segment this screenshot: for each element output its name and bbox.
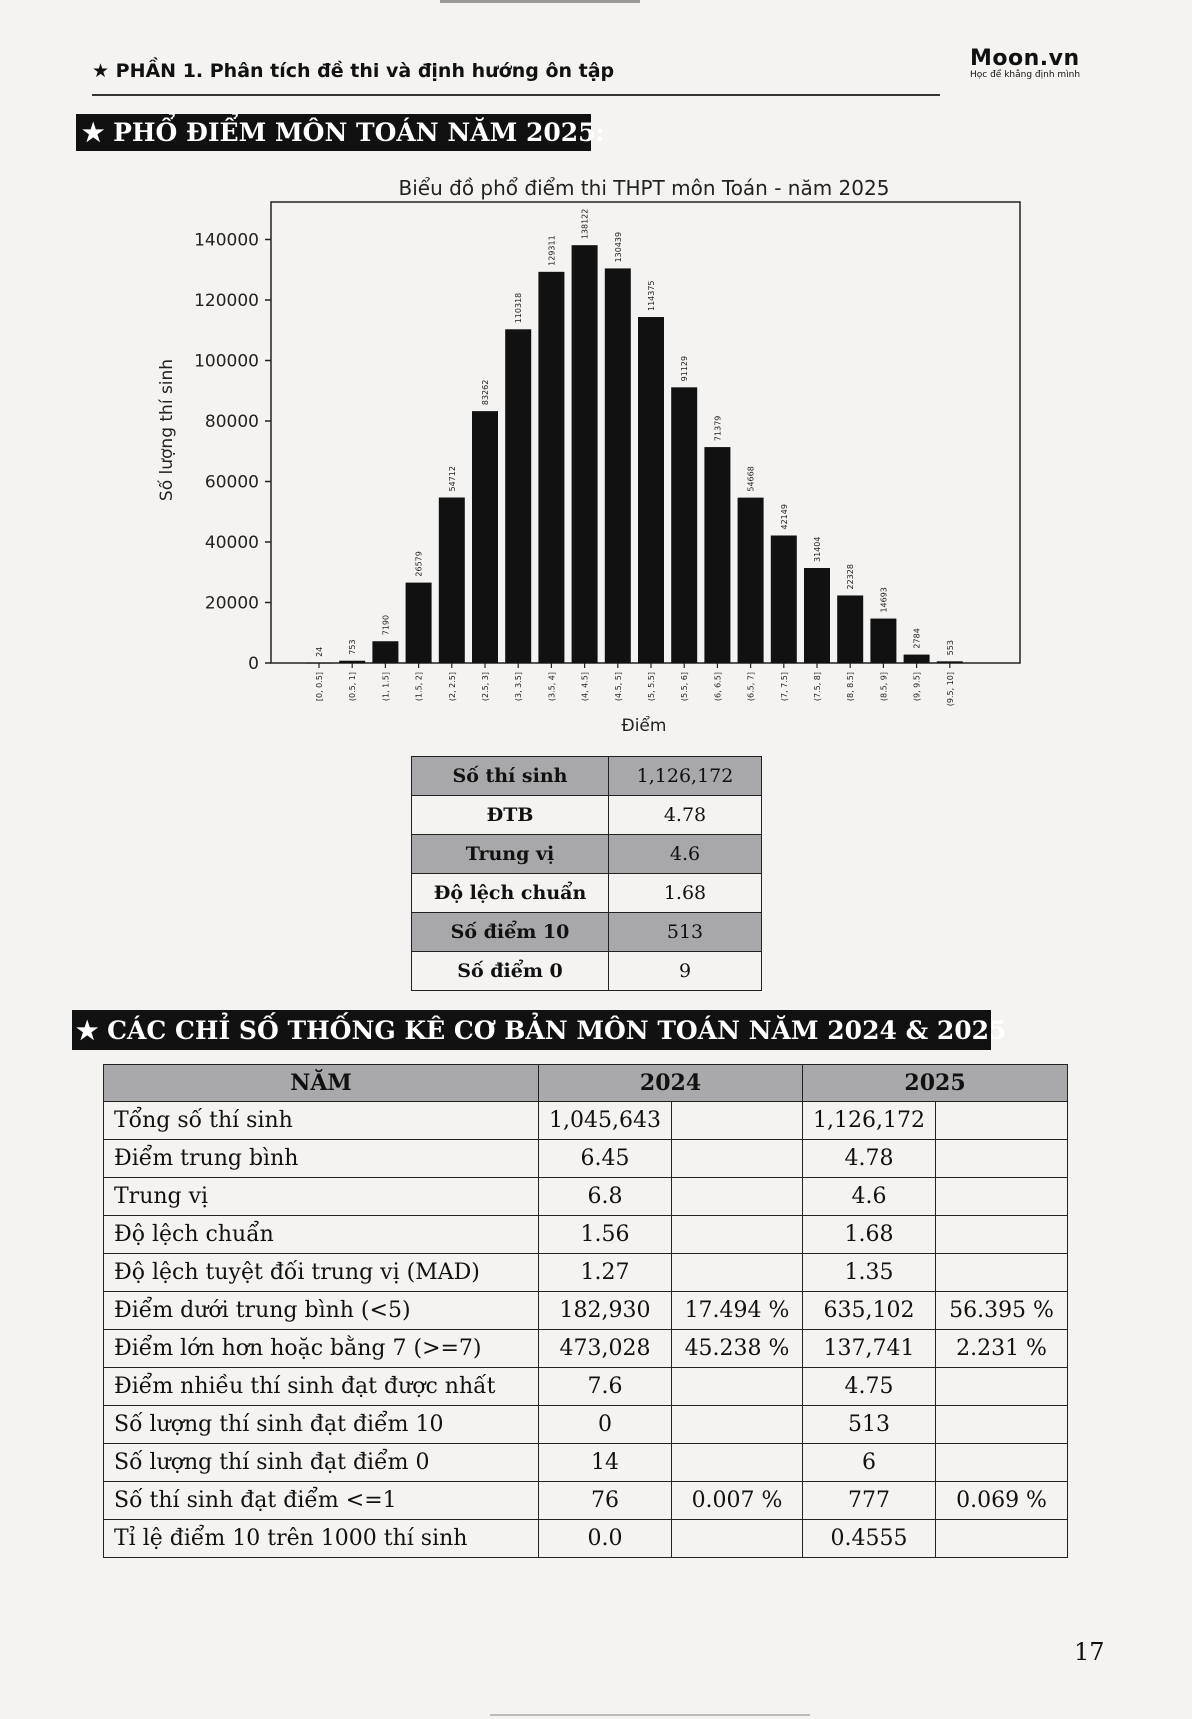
summary-value: 9	[609, 952, 762, 991]
statistics-table	[103, 1064, 1068, 1558]
bar-value-label: 129311	[547, 235, 557, 266]
bar-value-label: 553	[945, 640, 955, 656]
statistics-row	[104, 1140, 1068, 1178]
y-tick-label: 60000	[204, 472, 259, 493]
value-2024: 182,930	[539, 1292, 672, 1330]
logo-name: Moon.vn	[970, 46, 1080, 71]
statistics-header-row	[104, 1065, 1068, 1102]
x-tick-label: (6, 6.5]	[713, 672, 723, 702]
value-2025: 137,741	[803, 1330, 936, 1368]
percent-2025	[936, 1406, 1068, 1444]
bar	[904, 655, 930, 663]
bar	[505, 329, 531, 663]
percent-2025	[936, 1444, 1068, 1482]
bar-value-label: 22328	[846, 564, 856, 590]
stat-label: Điểm trung bình	[104, 1140, 539, 1178]
value-2025: 6	[803, 1444, 936, 1482]
x-tick-label: (4.5, 5]	[613, 672, 623, 702]
top-decorative-rule	[440, 0, 640, 3]
x-tick-label: (3, 3.5]	[514, 672, 524, 702]
summary-label: Độ lệch chuẩn	[412, 874, 609, 913]
x-axis-label: Điểm	[621, 716, 667, 736]
summary-label: Số thí sinh	[412, 757, 609, 796]
bar-value-label: 42149	[779, 504, 789, 530]
percent-2024	[672, 1520, 803, 1558]
bar	[638, 317, 664, 663]
stat-label: Tổng số thí sinh	[104, 1102, 539, 1140]
bar-value-label: 138122	[580, 208, 590, 240]
bottom-decorative-rule	[490, 1714, 810, 1716]
value-2024: 1,045,643	[539, 1102, 672, 1140]
summary-value: 1,126,172	[609, 757, 762, 796]
value-2025: 513	[803, 1406, 936, 1444]
x-tick-label: (0.5, 1]	[348, 672, 358, 702]
percent-2025	[936, 1254, 1068, 1292]
value-2025: 777	[803, 1482, 936, 1520]
value-2024: 7.6	[539, 1368, 672, 1406]
bar	[671, 387, 697, 663]
summary-label: Số điểm 0	[412, 952, 609, 991]
value-2025: 4.78	[803, 1140, 936, 1178]
bar	[704, 447, 730, 663]
y-axis-label: Số lượng thí sinh	[157, 358, 177, 502]
header-2024: 2024	[539, 1065, 803, 1102]
summary-row	[412, 952, 762, 991]
bar	[406, 583, 432, 663]
summary-value: 1.68	[609, 874, 762, 913]
summary-label: Trung vị	[412, 835, 609, 874]
section-title: ★ PHẦN 1. Phân tích đề thi và định hướng ôn tập	[92, 60, 615, 82]
stat-label: Điểm lớn hơn hoặc bằng 7 (>=7)	[104, 1330, 539, 1368]
summary-value: 4.6	[609, 835, 762, 874]
y-tick-label: 100000	[194, 351, 259, 372]
statistics-row	[104, 1368, 1068, 1406]
x-tick-label: (2.5, 3]	[481, 672, 490, 702]
value-2024: 473,028	[539, 1330, 672, 1368]
bar-value-label: 54668	[746, 466, 756, 492]
x-tick-label: (1, 1.5]	[381, 672, 391, 702]
summary-label: Số điểm 10	[412, 913, 609, 952]
stat-label: Độ lệch tuyệt đối trung vị (MAD)	[104, 1254, 539, 1292]
percent-2025	[936, 1216, 1068, 1254]
bar	[771, 535, 797, 663]
value-2025: 1.68	[803, 1216, 936, 1254]
percent-2024	[672, 1216, 803, 1254]
plot-frame	[271, 202, 1020, 663]
bar	[738, 498, 764, 663]
stat-label: Số thí sinh đạt điểm <=1	[104, 1482, 539, 1520]
header-divider	[92, 94, 940, 96]
percent-2024: 45.238 %	[672, 1330, 803, 1368]
x-tick-label: (9, 9.5]	[912, 672, 922, 702]
percent-2025	[936, 1102, 1068, 1140]
value-2025: 4.75	[803, 1368, 936, 1406]
stat-label: Độ lệch chuẩn	[104, 1216, 539, 1254]
bar	[306, 663, 332, 664]
bar	[937, 661, 963, 663]
summary-row	[412, 757, 762, 796]
header-2025: 2025	[803, 1065, 1068, 1102]
statistics-row	[104, 1444, 1068, 1482]
percent-2025: 2.231 %	[936, 1330, 1068, 1368]
percent-2024	[672, 1140, 803, 1178]
bar-value-label: 7190	[381, 614, 391, 636]
bar	[538, 272, 564, 663]
logo-tagline: Học để khẳng định mình	[970, 70, 1081, 80]
bar	[372, 641, 398, 663]
page-number: 17	[1074, 1638, 1105, 1666]
value-2024: 6.45	[539, 1140, 672, 1178]
value-2024: 0.0	[539, 1520, 672, 1558]
stat-label: Điểm dưới trung bình (<5)	[104, 1292, 539, 1330]
statistics-row	[104, 1482, 1068, 1520]
value-2024: 1.56	[539, 1216, 672, 1254]
bar	[870, 619, 896, 663]
bar	[837, 595, 863, 663]
bar	[439, 497, 465, 663]
percent-2024	[672, 1368, 803, 1406]
bar-value-label: 26579	[414, 551, 424, 577]
summary-label: ĐTB	[412, 796, 609, 835]
y-tick-label: 40000	[204, 533, 259, 553]
percent-2025	[936, 1140, 1068, 1178]
x-tick-label: (5.5, 6]	[680, 672, 690, 702]
summary-row	[412, 913, 762, 952]
value-2024: 0	[539, 1406, 672, 1444]
bar	[339, 661, 365, 663]
statistics-row	[104, 1102, 1068, 1140]
percent-2024	[672, 1254, 803, 1292]
percent-2025: 0.069 %	[936, 1482, 1068, 1520]
value-2024: 6.8	[539, 1178, 672, 1216]
bar-value-label: 753	[348, 639, 358, 655]
percent-2024	[672, 1102, 803, 1140]
y-tick-label: 120000	[194, 291, 259, 311]
bar-value-label: 110318	[514, 292, 524, 324]
percent-2024	[672, 1406, 803, 1444]
x-tick-label: (2, 2.5]	[447, 672, 457, 702]
percent-2025: 56.395 %	[936, 1292, 1068, 1330]
bar-value-label: 71379	[713, 415, 723, 442]
bar-value-label: 91129	[680, 355, 690, 382]
stat-label: Trung vị	[104, 1178, 539, 1216]
x-tick-label: (7, 7.5]	[779, 672, 789, 702]
bar-value-label: 130439	[613, 231, 623, 263]
percent-2025	[936, 1178, 1068, 1216]
statistics-row	[104, 1330, 1068, 1368]
percent-2025	[936, 1368, 1068, 1406]
statistics-row	[104, 1406, 1068, 1444]
value-2025: 635,102	[803, 1292, 936, 1330]
bar-value-label: 24	[315, 646, 324, 657]
percent-2024: 0.007 %	[672, 1482, 803, 1520]
bar	[572, 245, 598, 663]
x-tick-label: (6.5, 7]	[746, 672, 756, 702]
bar-value-label: 14693	[879, 587, 889, 613]
percent-2024	[672, 1178, 803, 1216]
stat-label: Tỉ lệ điểm 10 trên 1000 thí sinh	[104, 1520, 539, 1558]
y-tick-label: 140000	[194, 230, 259, 251]
bar	[605, 268, 631, 663]
bar-value-label: 114375	[647, 280, 656, 312]
percent-2024: 17.494 %	[672, 1292, 803, 1330]
statistics-banner: ★ CÁC CHỈ SỐ THỐNG KÊ CƠ BẢN MÔN TOÁN NĂM 2024 & 2025	[72, 1010, 991, 1050]
value-2025: 1,126,172	[803, 1102, 936, 1140]
summary-value: 513	[609, 913, 762, 952]
header-year: NĂM	[104, 1065, 539, 1102]
bar-value-label: 54712	[447, 466, 457, 492]
percent-2024	[672, 1444, 803, 1482]
y-tick-label: 0	[248, 654, 259, 674]
bar-value-label: 31404	[813, 536, 822, 563]
statistics-row	[104, 1178, 1068, 1216]
x-tick-label: (4, 4.5]	[580, 672, 590, 702]
x-tick-label: (9.5, 10]	[945, 672, 955, 707]
value-2025: 1.35	[803, 1254, 936, 1292]
statistics-row	[104, 1292, 1068, 1330]
stat-label: Điểm nhiều thí sinh đạt được nhất	[104, 1368, 539, 1406]
stat-label: Số lượng thí sinh đạt điểm 0	[104, 1444, 539, 1482]
score-distribution-banner: ★ PHỔ ĐIỂM MÔN TOÁN NĂM 2025:	[76, 114, 591, 151]
statistics-row	[104, 1520, 1068, 1558]
summary-row	[412, 835, 762, 874]
bar	[804, 568, 830, 663]
bar	[472, 411, 498, 663]
value-2024: 14	[539, 1444, 672, 1482]
x-tick-label: (7.5, 8]	[813, 672, 822, 702]
x-tick-label: (5, 5.5]	[647, 672, 656, 702]
value-2024: 1.27	[539, 1254, 672, 1292]
summary-row	[412, 874, 762, 913]
x-tick-label: (8.5, 9]	[879, 672, 889, 702]
stat-label: Số lượng thí sinh đạt điểm 10	[104, 1406, 539, 1444]
x-tick-label: (3.5, 4]	[547, 672, 557, 702]
y-tick-label: 80000	[204, 412, 259, 432]
value-2025: 4.6	[803, 1178, 936, 1216]
summary-table	[411, 756, 762, 991]
value-2024: 76	[539, 1482, 672, 1520]
percent-2025	[936, 1520, 1068, 1558]
value-2025: 0.4555	[803, 1520, 936, 1558]
statistics-row	[104, 1216, 1068, 1254]
x-tick-label: [0, 0.5]	[315, 672, 324, 702]
x-tick-label: (8, 8.5]	[846, 672, 856, 702]
statistics-row	[104, 1254, 1068, 1292]
moon-logo	[970, 46, 1080, 80]
summary-row	[412, 796, 762, 835]
y-tick-label: 20000	[204, 593, 259, 614]
summary-value: 4.78	[609, 796, 762, 835]
chart-title: Biểu đồ phổ điểm thi THPT môn Toán - năm 2025	[398, 176, 890, 200]
bar-value-label: 83262	[481, 379, 490, 406]
bar-value-label: 2784	[912, 628, 922, 649]
x-tick-label: (1.5, 2]	[414, 672, 424, 702]
